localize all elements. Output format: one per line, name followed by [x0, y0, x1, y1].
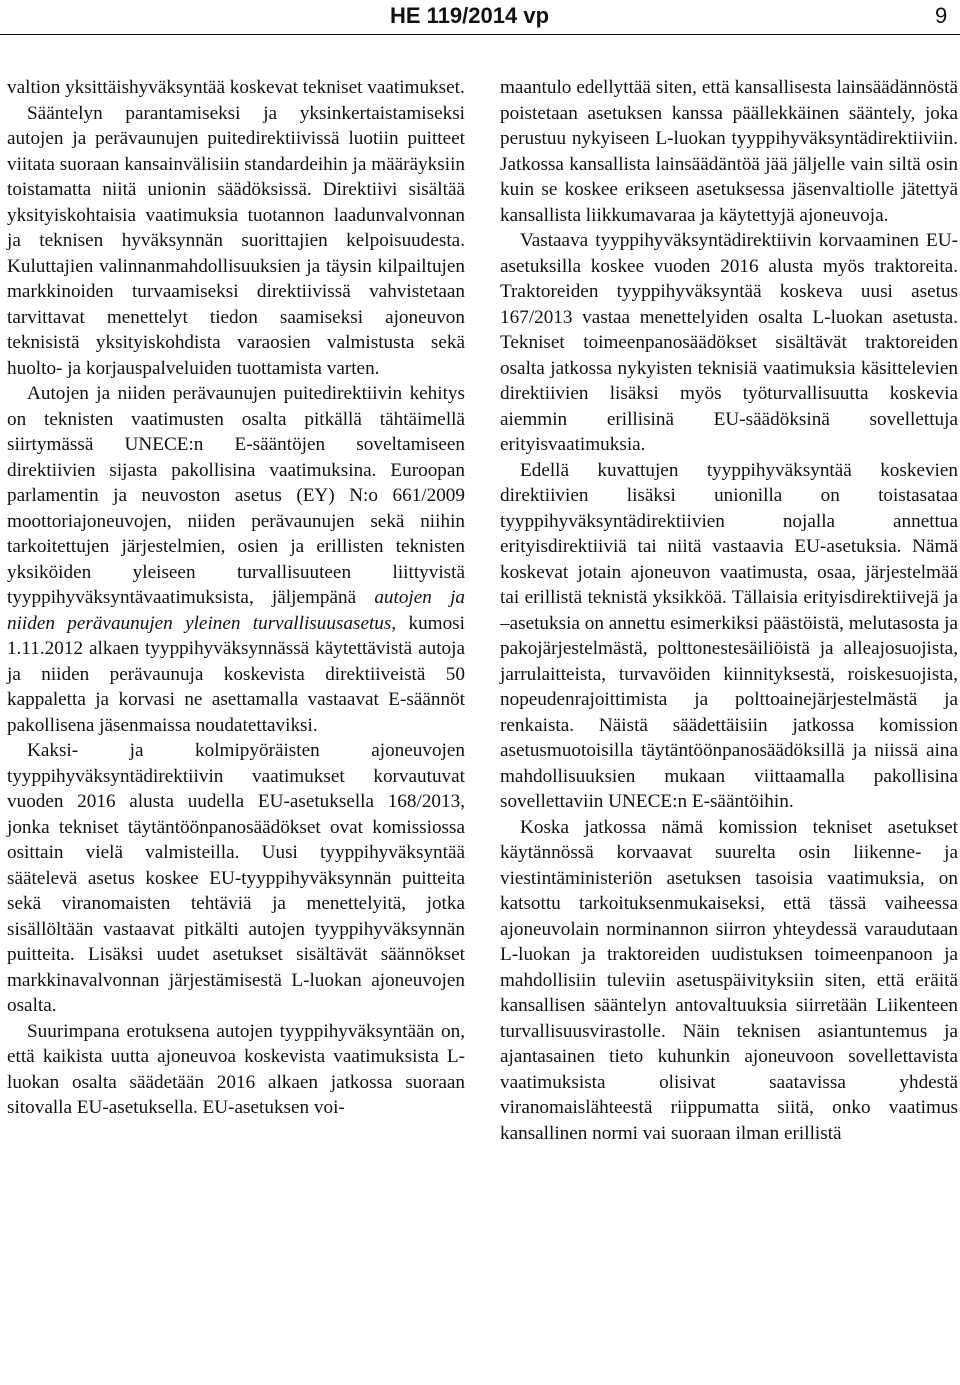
page-header: [0, 0, 960, 44]
left-column: [7, 75, 465, 1121]
document-identifier: HE 119/2014 vp: [390, 3, 550, 28]
paragraph-text: , kumosi 1.11.2012 alkaen tyyppihyväksynnässä käytettävistä autoja ja niiden perävaunuja koskevista direktiiveistä 50 kappaletta ja korvasi ne asettamalla vastaavat E-säännöt pakollisena jäsenmaissa noudatettaviksi.: [7, 612, 465, 736]
paragraph-continuation: valtion yksittäishyväksyntää koskevat tekniset vaatimukset.: [7, 77, 465, 98]
paragraph: Suurimpana erotuksena autojen tyyppihyväksyntään on, että kaikista uutta ajoneuvoa koskevista vaatimuksista L-luokan osalta säädetään 2016 alkaen jatkossa suoraan sitovalla EU-asetuksella. EU-asetuksen voi-: [7, 1020, 465, 1118]
defined-term: autojen ja niiden perävaunujen yleinen turvallisuusasetus: [7, 587, 465, 634]
paragraph: Vastaava tyyppihyväksyntädirektiivin korvaaminen EU-asetuksilla koskee vuoden 2016 alusta myös traktoreita. Traktoreiden tyyppihyväksyntää koskeva uusi asetus 167/2013 vastaa menettelyiden osalta L-luokan asetusta. Tekniset toimeenpanosäädökset sisältävät traktoreiden osalta jatkossa nykyisten teknisiä vaatimuksia käsittelevien direktiivien lisäksi myös työturvallisuutta koskevia aiemmin erillisinä EU-säädöksinä sovellettuja erityisvaatimuksia.: [500, 230, 958, 455]
paragraph: Sääntelyn parantamiseksi ja yksinkertaistamiseksi autojen ja perävaunujen puitedirektiivissä luotiin puitteet viitata suoraan kansainvälisiin standardeihin ja määräyksiin toistamatta niitä unionin säädöksissä. Direktiivi sisältää yksityiskohtaisia vaatimuksia tuotannon laadunvalvonnan ja teknisen hyväksynnän suorittajien kelpoisuudesta. Kuluttajien valinnanmahdollisuuksien ja täysin kilpailtujen markkinoiden turvaamiseksi direktiivissä vahvistetaan tarvittavat menettelyt tiedon saamiseksi ajoneuvon teknisistä yksityiskohdista varaosien valmistusta sekä huolto- ja korjauspalveluiden tuottamista varten.: [7, 102, 465, 379]
paragraph-text: Autojen ja niiden perävaunujen puitedirektiivin kehitys on teknisten vaatimusten osalta pitkällä tähtäimellä siirtymässä UNECE:n E-sääntöjen soveltamiseen direktiivien sijasta pakollisina vaatimuksina. Euroopan parlamentin ja neuvoston asetus (EY) N:o 661/2009 moottoriajoneuvojen, niiden perävaunujen sekä niihin tarkoitettujen järjestelmien, osien ja erillisten teknisten yksiköiden yleiseen turvallisuuteen liittyvistä tyyppihyväksyntävaatimuksista, jäljempänä: [7, 383, 465, 608]
paragraph: Kaksi- ja kolmipyöräisten ajoneuvojen tyyppihyväksyntädirektiivin vaatimukset korvautuvat vuoden 2016 alusta uudella EU-asetuksella 168/2013, jonka tekniset täytäntöönpanosäädökset ovat komissiossa osittain vielä valmisteilla. Uusi tyyppihyväksyntää säätelevä asetus koskee EU-tyyppihyväksynnän puitteita sekä viranomaisten tehtäviä ja menettelyitä, jotka sisällöltään vastaavat pitkälti autojen tyyppihyväksynnän puitteita. Lisäksi uudet asetukset sisältävät säännökset markkinavalvonnan järjestämisestä L-luokan ajoneuvojen osalta.: [7, 740, 465, 1016]
right-column: [500, 75, 958, 1146]
paragraph: Edellä kuvattujen tyyppihyväksyntää koskevien direktiivien lisäksi unionilla on toistasataa tyyppihyväksyntädirektiivien nojalla annettua erityisdirektiiviä tai niitä vastaavia EU-asetuksia. Nämä koskevat jotain ajoneuvon vaatimusta, osaa, järjestelmää tai erillistä teknistä yksikköä. Tällaisia erityisdirektiivejä ja –asetuksia on annettu esimerkiksi päästöistä, melutasosta ja pakojärjestelmästä, polttonestesäiliöistä ja alleajosuojista, jarrulaitteista, turvavöiden kiinnityksestä, roiskesuojista, nopeudenrajoittimista ja polttoainejärjestelmästä ja renkaista. Näistä säädettäisiin jatkossa komission asetusmuotoisilla täytäntöönpanosäädöksillä ja niissä aina mahdollisuuksien mukaan viittaamalla pakollisina sovellettaviin UNECE:n E-sääntöihin.: [500, 459, 958, 812]
header-rule: [0, 34, 960, 35]
paragraph-continuation: maantulo edellyttää siten, että kansallisesta lainsäädännöstä poistetaan asetuksen kanssa päällekkäinen sääntely, joka perustuu nykyiseen L-luokan tyyppihyväksyntädirektiiviin. Jatkossa kansallista lainsäädäntöä jää jäljelle vain siltä osin kuin se koskee erikseen asetuksessa jäsenvaltiolle jätettyä kansallista liikkumavaraa ja käytettyjä ajoneuvoja.: [500, 77, 958, 226]
page-number: 9: [935, 3, 948, 28]
paragraph: [7, 381, 465, 738]
paragraph: Koska jatkossa nämä komission tekniset asetukset käytännössä korvaavat suurelta osin liikenne- ja viestintäministeriön asetuksen tasoisia vaatimuksia, on katsottu tarkoituksenmukaiseksi, että tässä vaiheessa ajoneuvolain norminannon siirron yhteydessä varaudutaan L-luokan ja traktoreiden uudistuksen toimeenpanoon ja mahdollisiin tuleviin asetuspäivityksiin siten, että eräitä kansallisen sääntelyn antovaltuuksia siirretään Liikenteen turvallisuusvirastolle. Näin teknisen asiantuntemus ja ajantasainen tieto kuhunkin ajoneuvoon sovellettavista vaatimuksista olisivat saatavissa yhdestä viranomaislähteestä riippumatta siitä, onko vaatimus kansallinen normi vai suoraan ilman erillistä: [500, 816, 958, 1144]
